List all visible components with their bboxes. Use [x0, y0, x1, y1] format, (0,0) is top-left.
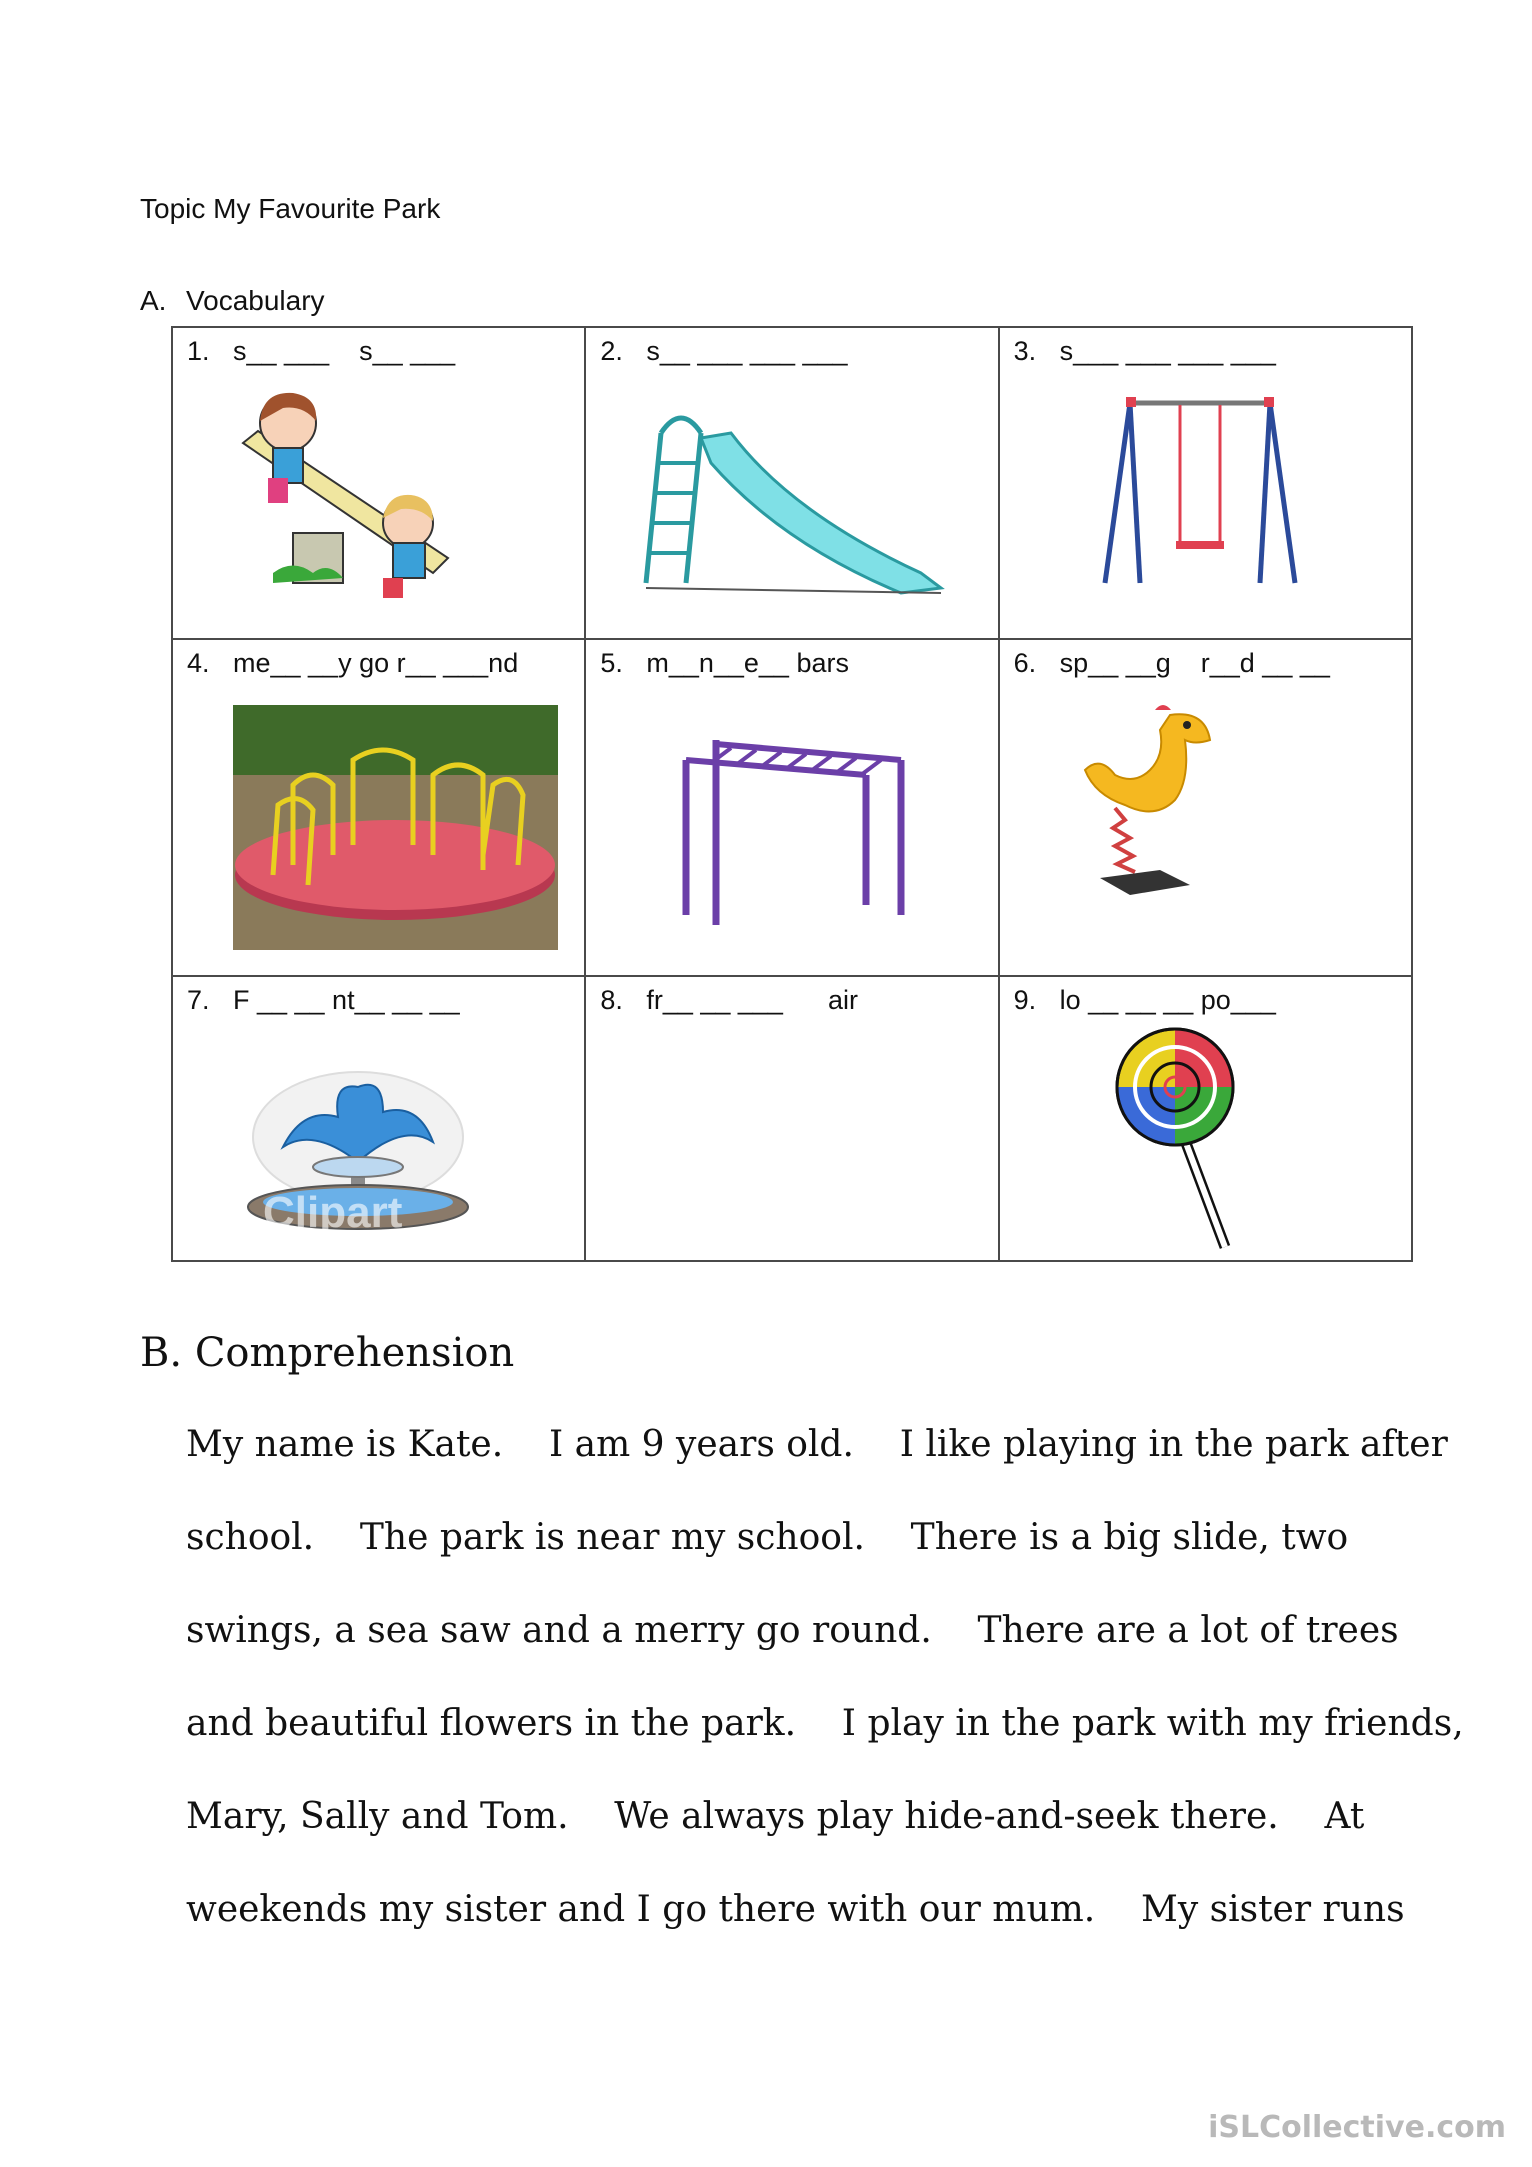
seesaw-picture: [233, 383, 473, 613]
vocab-cell-9: [999, 976, 1412, 1261]
vocab-cell-5: [585, 639, 998, 976]
vocab-cell-4: [172, 639, 585, 976]
comprehension-passage: [186, 1398, 1464, 1956]
vocab-cell-7: [172, 976, 585, 1261]
section-a-heading: [140, 285, 325, 317]
brand-watermark: iSLCollective.com: [1208, 2110, 1506, 2145]
page-title: Topic My Favourite Park: [140, 193, 441, 224]
spring-rider-picture: [1075, 700, 1235, 910]
passage-line: My name is Kate. I am 9 years old. I like playing in the park after: [186, 1424, 1448, 1465]
vocab-cell-3: [999, 327, 1412, 639]
monkey-bars-picture: [676, 730, 916, 930]
merry-go-round-picture: [233, 705, 558, 950]
fountain-picture: [243, 1067, 473, 1242]
vocab-cell-8: [585, 976, 998, 1261]
vocab-clue-4: 4. me__ __y go r__ ___nd: [187, 648, 519, 678]
vocab-clue-2: 2. s__ ___ ___ ___: [600, 336, 848, 366]
slide-picture: [641, 393, 951, 618]
vocab-clue-3: 3. s___ ___ ___ ___: [1013, 336, 1276, 366]
vocab-cell-1: [172, 327, 585, 639]
passage-line: swings, a sea saw and a merry go round. There are a lot of trees: [186, 1610, 1399, 1651]
section-a-title: Vocabulary: [186, 285, 325, 316]
vocab-clue-5: 5. m__n__e__ bars: [600, 648, 849, 678]
vocab-clue-7: 7. F __ __ nt__ __ __: [187, 985, 460, 1015]
section-b-heading: B. Comprehension: [140, 1330, 515, 1376]
vocab-cell-6: [999, 639, 1412, 976]
passage-line: and beautiful flowers in the park. I play in the park with my friends,: [186, 1703, 1464, 1744]
vocab-cell-2: [585, 327, 998, 639]
passage-line: weekends my sister and I go there with our mum. My sister runs: [186, 1889, 1405, 1930]
vocab-clue-1: 1. s__ ___ s__ ___: [187, 336, 456, 366]
lollipop-picture: [1110, 1027, 1250, 1257]
vocabulary-table: [171, 326, 1413, 1262]
swing-picture: [1100, 393, 1300, 593]
vocab-clue-9: 9. lo __ __ __ po___: [1013, 985, 1276, 1015]
passage-line: school. The park is near my school. There is a big slide, two: [186, 1517, 1349, 1558]
section-a-label: A.: [140, 285, 167, 316]
vocab-clue-6: 6. sp__ __g r__d __ __: [1013, 648, 1330, 678]
passage-line: Mary, Sally and Tom. We always play hide-and-seek there. At: [186, 1796, 1365, 1837]
clipart-watermark: Clipart: [263, 1188, 403, 1237]
vocab-clue-8: 8. fr__ __ ___ air: [600, 985, 858, 1015]
